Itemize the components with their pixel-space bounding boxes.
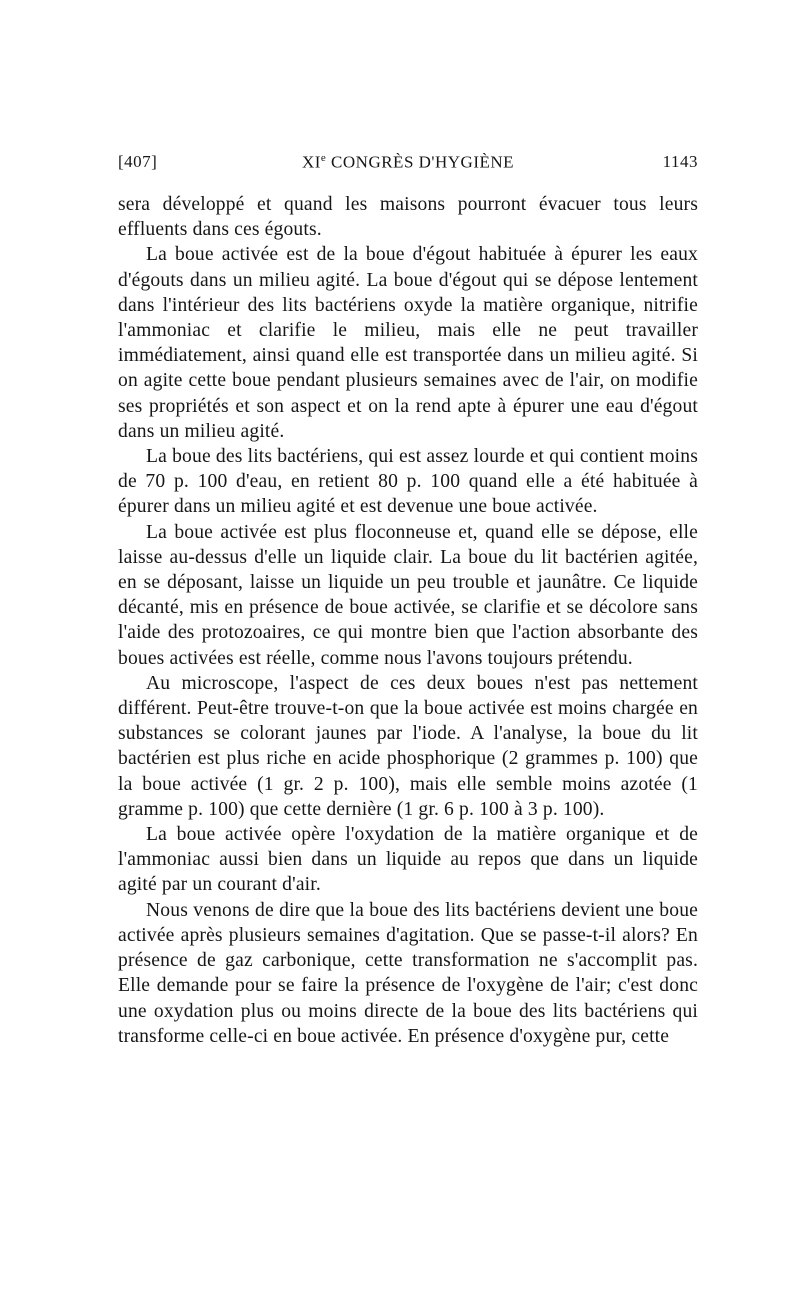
running-title (118, 152, 698, 173)
page-reference: [407] (118, 152, 158, 171)
running-header (118, 152, 698, 180)
running-title-superscript: e (320, 152, 327, 164)
running-title-prefix: XI (301, 152, 321, 172)
paragraph: La boue activée est de la boue d'égout habituée à épurer les eaux d'égouts dans un milieu agité. La boue d'égout qui se dépose lentement dans l'intérieur des lits bactériens oxyde la matière organique, nitrifie l'ammoniac et clarifie le milieu, mais elle ne peut travailler immédiatement, ainsi quand elle est transportée dans un milieu agité. Si on agite cette boue pendant plusieurs semaines avec de l'air, on modifie ses propriétés et son aspect et on la rend apte à épurer une eau d'égout dans un milieu agité. (118, 244, 698, 442)
book-page (118, 152, 698, 1049)
paragraph: Au microscope, l'aspect de ces deux boues n'est pas nettement différent. Peut-être trouve-t-on que la boue activée est moins chargée en substances se colorant jaunes par l'iode. A l'analyse, la boue du lit bactérien est plus riche en acide phosphorique (2 grammes p. 100) que la boue activée (1 gr. 2 p. 100), mais elle semble moins azotée (1 gramme p. 100) que cette dernière (1 gr. 6 p. 100 à 3 p. 100). (118, 672, 698, 820)
paragraph: La boue des lits bactériens, qui est assez lourde et qui contient moins de 70 p. 100 d'eau, en retient 80 p. 100 quand elle a été habituée à épurer dans un milieu agité et est devenue une boue activée. (118, 446, 698, 518)
paragraph-continued: sera développé et quand les maisons pourront évacuer tous leurs effluents dans ces égouts. (118, 194, 698, 241)
paragraph: La boue activée est plus floconneuse et, quand elle se dépose, elle laisse au-dessus d'elle un liquide clair. La boue du lit bactérien agitée, en se déposant, laisse un liquide un peu trouble et jaunâtre. Ce liquide décanté, mis en présence de boue activée, se clarifie et se décolore sans l'aide des protozoaires, ce qui montre bien que l'action absorbante des boues activées est réelle, comme nous l'avons toujours prétendu. (118, 521, 698, 669)
paragraph: Nous venons de dire que la boue des lits bactériens devient une boue activée après plusieurs semaines d'agitation. Que se passe-t-il alors? En présence de gaz carbonique, cette transformation ne s'accomplit pas. Elle demande pour se faire la présence de l'oxygène de l'air; c'est donc une oxydation plus ou moins directe de la boue des lits bactériens qui transforme celle-ci en boue activée. En présence d'oxygène pur, cette (118, 899, 698, 1047)
running-title-rest: CONGRÈS D'HYGIÈNE (326, 152, 515, 172)
page-number: 1143 (662, 152, 698, 171)
body-text (118, 192, 698, 1049)
paragraph: La boue activée opère l'oxydation de la matière organique et de l'ammoniac aussi bien dans un liquide au repos que dans un liquide agité par un courant d'air. (118, 824, 698, 896)
